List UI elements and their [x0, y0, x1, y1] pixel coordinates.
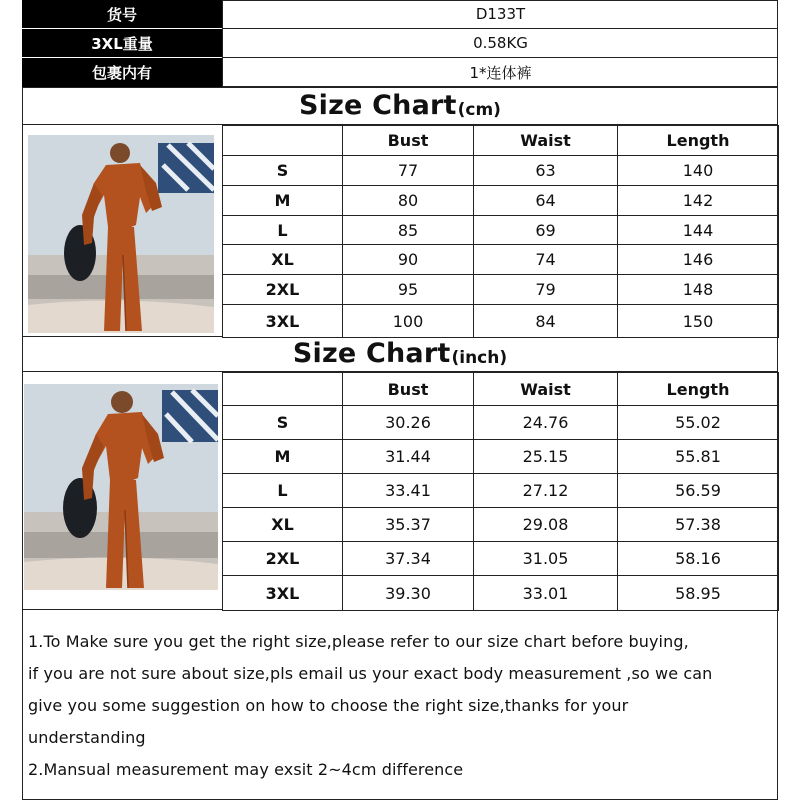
- size-cell: 3XL: [223, 576, 343, 611]
- bust-cell: 90: [343, 245, 474, 275]
- note-line: understanding: [28, 728, 146, 747]
- bust-column-header: Bust: [343, 126, 474, 156]
- sku-value: D133T: [222, 0, 778, 29]
- table-row: [223, 156, 779, 186]
- product-photo-cell: [22, 125, 222, 337]
- title-unit: (cm): [457, 100, 501, 120]
- waist-cell: 74: [474, 245, 618, 275]
- size-cell: L: [223, 216, 343, 245]
- weight-value: 0.58KG: [222, 29, 778, 58]
- table-row: [223, 305, 779, 338]
- waist-cell: 63: [474, 156, 618, 186]
- size-cell: 2XL: [223, 275, 343, 305]
- product-photo: [24, 384, 218, 590]
- model-jumpsuit-image: [24, 384, 218, 590]
- bust-cell: 39.30: [343, 576, 474, 611]
- table-row: [223, 440, 779, 474]
- length-cell: 140: [618, 156, 779, 186]
- waist-cell: 25.15: [474, 440, 618, 474]
- table-header-row: [223, 373, 779, 406]
- package-value: 1*连体裤: [222, 58, 778, 87]
- length-cell: 148: [618, 275, 779, 305]
- length-cell: 55.02: [618, 406, 779, 440]
- table-row: [223, 245, 779, 275]
- bust-cell: 77: [343, 156, 474, 186]
- package-label: 包裹内有: [22, 58, 222, 87]
- table-row: [223, 406, 779, 440]
- note-line: if you are not sure about size,pls email us your exact body measurement ,so we can: [28, 664, 713, 683]
- bust-cell: 37.34: [343, 542, 474, 576]
- size-cell: S: [223, 406, 343, 440]
- waist-cell: 79: [474, 275, 618, 305]
- length-cell: 58.16: [618, 542, 779, 576]
- table-row: [223, 542, 779, 576]
- title-unit: (inch): [451, 348, 508, 368]
- length-cell: 146: [618, 245, 779, 275]
- length-cell: 150: [618, 305, 779, 338]
- table-row: [223, 186, 779, 216]
- size-cell: 2XL: [223, 542, 343, 576]
- note-line: 1.To Make sure you get the right size,please refer to our size chart before buying,: [28, 632, 689, 651]
- size-cell: M: [223, 440, 343, 474]
- table-row: [223, 576, 779, 611]
- waist-cell: 69: [474, 216, 618, 245]
- note-line: 2.Mansual measurement may exsit 2~4cm difference: [28, 760, 464, 779]
- bust-cell: 33.41: [343, 474, 474, 508]
- length-cell: 58.95: [618, 576, 779, 611]
- size-cell: M: [223, 186, 343, 216]
- size-table-cm: [222, 125, 779, 338]
- length-cell: 144: [618, 216, 779, 245]
- size-cell: L: [223, 474, 343, 508]
- size-table-inch: [222, 372, 779, 611]
- length-cell: 142: [618, 186, 779, 216]
- size-cell: 3XL: [223, 305, 343, 338]
- length-column-header: Length: [618, 373, 779, 406]
- table-header-row: [223, 126, 779, 156]
- size-cell: XL: [223, 245, 343, 275]
- table-row: [223, 216, 779, 245]
- bust-cell: 100: [343, 305, 474, 338]
- product-photo: [28, 135, 214, 333]
- size-cell: S: [223, 156, 343, 186]
- waist-cell: 24.76: [474, 406, 618, 440]
- length-cell: 55.81: [618, 440, 779, 474]
- title-text: Size Chart: [299, 90, 457, 121]
- waist-cell: 64: [474, 186, 618, 216]
- model-jumpsuit-image: [28, 135, 214, 333]
- bust-column-header: Bust: [343, 373, 474, 406]
- size-column-header: [223, 373, 343, 406]
- waist-cell: 29.08: [474, 508, 618, 542]
- length-cell: 57.38: [618, 508, 779, 542]
- size-column-header: [223, 126, 343, 156]
- note-line: give you some suggestion on how to choose the right size,thanks for your: [28, 696, 629, 715]
- product-photo-cell: [22, 372, 222, 610]
- waist-cell: 31.05: [474, 542, 618, 576]
- waist-column-header: Waist: [474, 126, 618, 156]
- length-column-header: Length: [618, 126, 779, 156]
- bust-cell: 95: [343, 275, 474, 305]
- bust-cell: 35.37: [343, 508, 474, 542]
- sizing-notes: [22, 610, 778, 786]
- size-cell: XL: [223, 508, 343, 542]
- title-text: Size Chart: [292, 338, 451, 369]
- waist-cell: 27.12: [474, 474, 618, 508]
- bust-cell: 85: [343, 216, 474, 245]
- table-row: [223, 474, 779, 508]
- weight-label: 3XL重量: [22, 29, 222, 58]
- waist-cell: 84: [474, 305, 618, 338]
- size-chart-inch-title: [22, 337, 778, 372]
- sku-label: 货号: [22, 0, 222, 29]
- bust-cell: 30.26: [343, 406, 474, 440]
- bust-cell: 31.44: [343, 440, 474, 474]
- length-cell: 56.59: [618, 474, 779, 508]
- waist-cell: 33.01: [474, 576, 618, 611]
- waist-column-header: Waist: [474, 373, 618, 406]
- bust-cell: 80: [343, 186, 474, 216]
- table-row: [223, 508, 779, 542]
- table-row: [223, 275, 779, 305]
- size-chart-cm-title: [22, 87, 778, 125]
